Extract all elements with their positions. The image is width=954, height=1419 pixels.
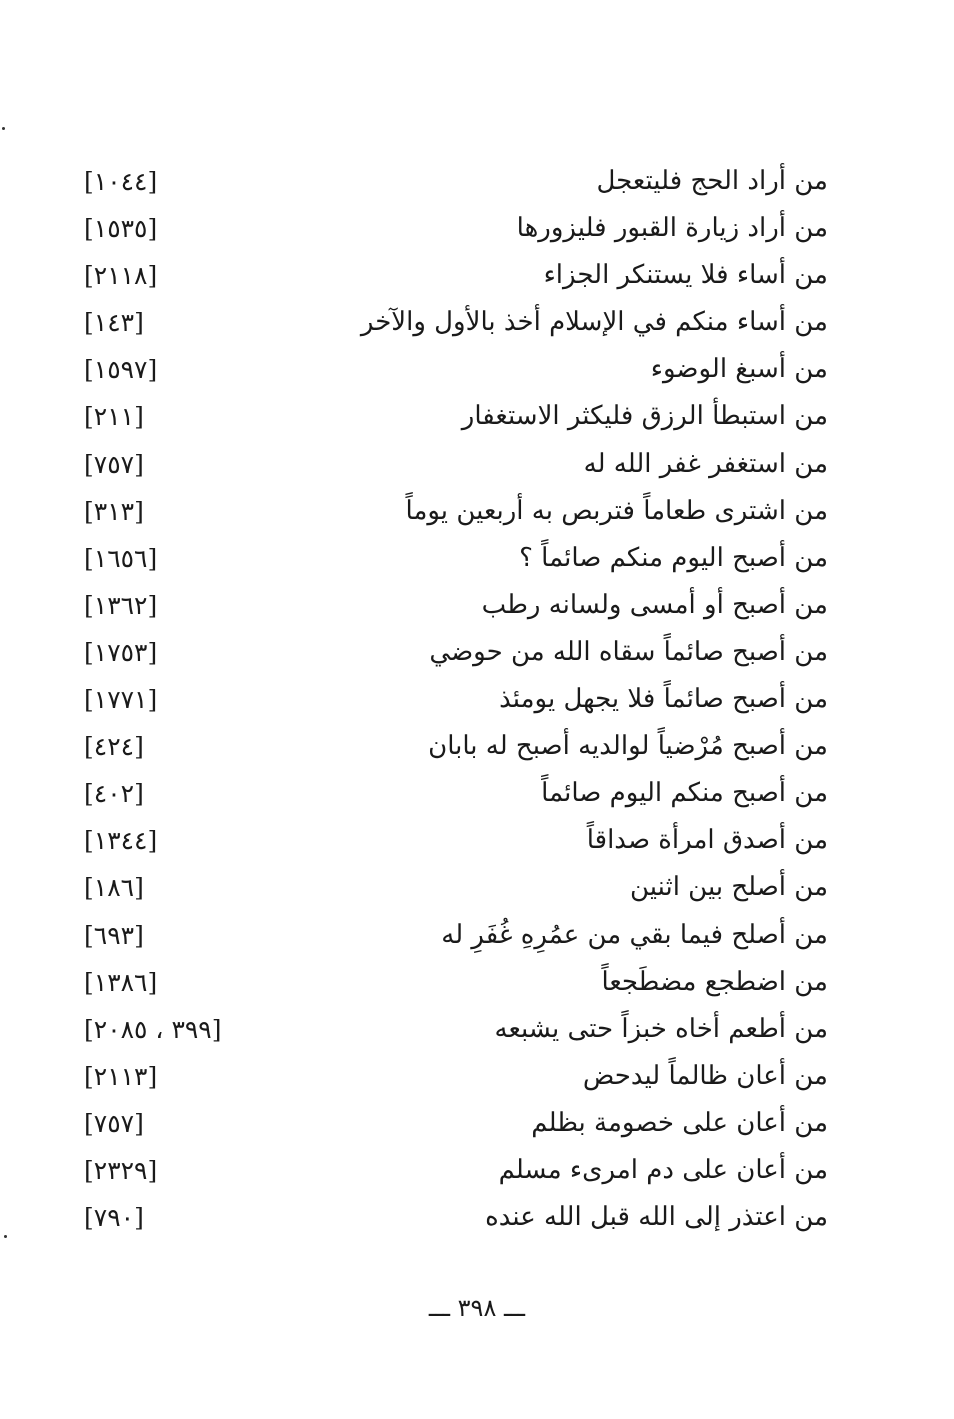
hadith-text: من أصبح مُرْضياً لوالديه أصبح له بابان bbox=[428, 731, 828, 762]
hadith-reference: [٤٠٢] bbox=[84, 779, 144, 809]
hadith-reference: [١٠٤٤] bbox=[84, 167, 158, 196]
hadith-index-list bbox=[0, 158, 954, 1241]
hadith-reference: [١٣٤٤] bbox=[84, 826, 158, 856]
hadith-text: من أراد الحج فليتعجل bbox=[596, 166, 828, 196]
hadith-reference: [١٧٥٣] bbox=[84, 637, 158, 667]
index-entry bbox=[0, 912, 954, 959]
hadith-reference: [١٥٣٥] bbox=[84, 214, 158, 244]
hadith-text: من أصبح اليوم منكم صائماً ؟ bbox=[519, 542, 828, 573]
hadith-reference: [٧٥٧] bbox=[84, 1108, 144, 1138]
index-entry bbox=[0, 393, 954, 440]
index-entry bbox=[0, 535, 954, 582]
hadith-text: من أراد زيارة القبور فليزورها bbox=[516, 213, 828, 244]
hadith-reference: [٢٣٢٩] bbox=[84, 1155, 158, 1185]
hadith-text: من أصدق امرأة صداقاً bbox=[586, 825, 828, 856]
index-entry bbox=[0, 441, 954, 488]
hadith-text: من اضطجع مضطَجعاً bbox=[601, 966, 828, 997]
index-entry bbox=[0, 1100, 954, 1147]
index-entry bbox=[0, 488, 954, 535]
index-entry bbox=[0, 770, 954, 817]
hadith-reference: [١٥٩٧] bbox=[84, 355, 158, 385]
margin-dot-top bbox=[2, 127, 5, 130]
hadith-reference: [٧٥٧] bbox=[84, 449, 144, 479]
hadith-text: من أصبح أو أمسى ولسانه رطب bbox=[481, 589, 828, 620]
hadith-reference: [٣١٣] bbox=[84, 496, 144, 526]
hadith-text: من أصبح صائماً فلا يجهل يومئذ bbox=[499, 684, 828, 715]
index-entry bbox=[0, 1194, 954, 1241]
hadith-text: من استغفر غفر الله له bbox=[583, 448, 828, 479]
hadith-text: من أعان على خصومة بظلم bbox=[531, 1107, 828, 1138]
index-entry bbox=[0, 346, 954, 393]
hadith-reference: [١٣٦٢] bbox=[84, 590, 158, 620]
hadith-reference: [٦٩٣] bbox=[84, 920, 144, 950]
hadith-text: من اشترى طعاماً فتربص به أربعين يوماً bbox=[405, 495, 828, 526]
index-entry bbox=[0, 299, 954, 346]
hadith-text: من استبطأ الرزق فليكثر الاستغفار bbox=[461, 401, 828, 432]
hadith-text: من أعان على دم امرىء مسلم bbox=[498, 1154, 828, 1185]
hadith-text: من أصلح بين اثنين bbox=[629, 872, 828, 903]
hadith-text: من أسبغ الوضوء bbox=[650, 354, 828, 385]
hadith-reference: [٢١١٣] bbox=[84, 1061, 158, 1091]
index-entry bbox=[0, 1053, 954, 1100]
hadith-reference: [٢١١٨] bbox=[84, 261, 158, 291]
hadith-text: من أصبح منكم اليوم صائماً bbox=[541, 778, 828, 809]
hadith-reference: [١٤٣] bbox=[84, 308, 144, 338]
index-entry bbox=[0, 723, 954, 770]
hadith-reference: [٢١١] bbox=[84, 402, 144, 432]
index-entry bbox=[0, 1006, 954, 1053]
hadith-text: من أساء منكم في الإسلام أخذ بالأول والآخر bbox=[360, 307, 828, 338]
index-entry bbox=[0, 252, 954, 299]
hadith-reference: [٤٢٤] bbox=[84, 732, 144, 762]
index-entry bbox=[0, 676, 954, 723]
hadith-reference: [١٨٦] bbox=[84, 873, 144, 903]
index-entry bbox=[0, 864, 954, 911]
index-entry bbox=[0, 158, 954, 205]
hadith-text: من اعتذر إلى الله قبل الله عنده bbox=[485, 1202, 828, 1233]
hadith-text: من أصبح صائماً سقاه الله من حوضي bbox=[429, 636, 828, 667]
index-entry bbox=[0, 582, 954, 629]
hadith-reference: [٣٩٩ ، ٢٠٨٥] bbox=[84, 1014, 222, 1044]
hadith-text: من أصلح فيما بقي من عمُرِهِ غُفَرِ له bbox=[441, 919, 828, 950]
hadith-reference: [١٣٨٦] bbox=[84, 967, 158, 997]
index-entry bbox=[0, 629, 954, 676]
index-entry bbox=[0, 959, 954, 1006]
hadith-text: من أطعم أخاه خبزاً حتى يشبعه bbox=[494, 1013, 828, 1044]
index-entry bbox=[0, 817, 954, 864]
hadith-reference: [٧٩٠] bbox=[84, 1203, 144, 1233]
hadith-text: من أعان ظالماً ليدحض bbox=[582, 1060, 828, 1091]
index-entry bbox=[0, 205, 954, 252]
hadith-reference: [١٦٥٦] bbox=[84, 543, 158, 573]
index-entry bbox=[0, 1147, 954, 1194]
hadith-reference: [١٧٧١] bbox=[84, 685, 158, 715]
hadith-text: من أساء فلا يستنكر الجزاء bbox=[543, 260, 828, 291]
page-number: ـــ ٣٩٨ ـــ bbox=[428, 1294, 526, 1322]
